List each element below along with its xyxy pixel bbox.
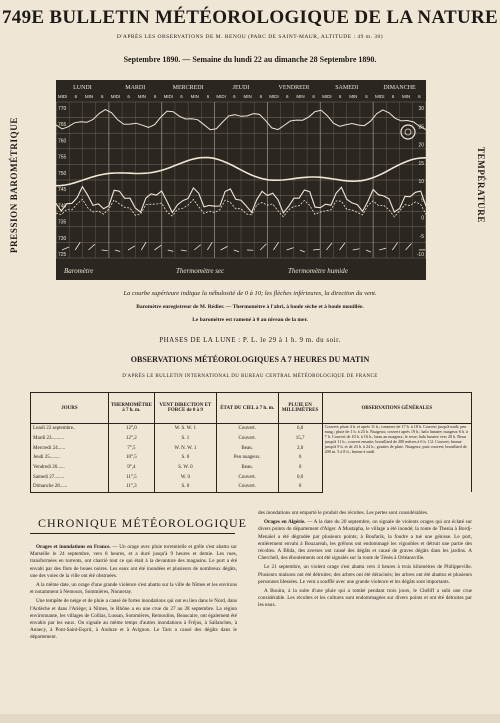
chronicle-paragraph bbox=[258, 519, 472, 562]
hour-label: MIN bbox=[349, 94, 358, 99]
header-rain: PLUIE EN MILLIMÈTRES bbox=[278, 393, 322, 424]
pressure-tick: 750 bbox=[58, 170, 67, 177]
row-temp: 12°,0 bbox=[108, 424, 154, 434]
row-rain: 0 bbox=[278, 453, 322, 463]
moon-phases: PHASES DE LA LUNE : P. L. le 29 à 1 h. 9 m. du soir. bbox=[159, 336, 341, 344]
pressure-tick: 735 bbox=[58, 219, 67, 226]
weather-chart bbox=[56, 80, 426, 280]
row-sky: Beau. bbox=[216, 443, 278, 453]
pressure-tick: 725 bbox=[58, 252, 67, 258]
observations-title: OBSERVATIONS MÉTÉOROLOGIQUES A 7 HEURES DU MATIN bbox=[130, 355, 370, 364]
row-day: Lundi 22 septembre.. bbox=[31, 424, 109, 434]
row-temp: 11°,5 bbox=[108, 472, 154, 482]
row-day: Jeudi 25........ bbox=[31, 453, 109, 463]
pressure-tick: 760 bbox=[58, 138, 67, 145]
row-temp: 12°,2 bbox=[108, 434, 154, 444]
hour-label: MIN bbox=[296, 94, 305, 99]
general-observations: Couvert; pluie 4 h. et après 11 h.; tonnerre de 17 h. à 18 h. Couvert jusqu'à midi; peu nuag.; pluie de 1 h. à 23 h. Nuageux; couvert après 19 h.; halo lunaire; nuageux 6 h. à 7 h. Couvert de 10 h. à 16 h.; beau au nuageux; le reste; halo lunaire vers 20 h. Beau jusqu'à 11 h.; couvert ensuite; brouillard de 200 mètres à 6 h. 1/2. Couvert; brume jusqu'à 9 h. et de 23 h. à 24 h.; gouttes de pluie. Nuageux; puis couvert; brouillard de 200 m. 5 à 8 h.; bruine à midi. bbox=[322, 424, 471, 493]
hour-label: 6 bbox=[206, 94, 210, 99]
hour-label: MIDI bbox=[216, 94, 226, 99]
table-header-row bbox=[31, 393, 472, 424]
table-row bbox=[31, 424, 472, 434]
chronicle-paragraph bbox=[30, 544, 237, 580]
pressure-tick: 755 bbox=[58, 154, 67, 161]
row-sky: Peu nuageux. bbox=[216, 453, 278, 463]
row-rain: 0 bbox=[278, 482, 322, 492]
chronicle-text: — A la date du 20 septembre, on signale de violents orages qui ont éclaté sur divers points du département d'Alger. A Mustapha, le village a été inondé; la route de Thenia à Bordj-Menaïel a été dégradée par plusieurs points; à Boufarik, la foudre a tué une génisse. Le port, entièrement envahi à Bouzareah, les grêlons ont endommagé les vignobles et détruit une partie des récoltes. A Blida, des averses ont causé des dégâts et causé de graves dégâts dans les jardins. A Cherchell, des éboulements ont été signalés sur la route de Ténès à Orléansville. bbox=[258, 519, 472, 562]
chart-caption-2: Baromètre enregistreur de M. Rédier. — Thermomètre à l'abri, à boule sèche et à boule mouillée. bbox=[136, 304, 364, 310]
hour-label: MIDI bbox=[57, 94, 68, 99]
page-subtitle: D'APRÈS LES OBSERVATIONS DE M. RENOU (PARC DE SAINT-MAUR, ALTITUDE : 49 m. 30) bbox=[116, 34, 384, 40]
hour-label: MIDI bbox=[110, 94, 121, 99]
day-label: LUNDI bbox=[73, 85, 92, 91]
temperature-tick: -10 bbox=[416, 252, 424, 258]
pressure-tick: 765 bbox=[58, 122, 67, 129]
row-rain: 2,0 bbox=[278, 443, 322, 453]
temperature-tick: 10 bbox=[418, 179, 424, 185]
hour-label: 6 bbox=[365, 94, 368, 99]
pressure-tick: 745 bbox=[58, 187, 67, 194]
hour-label: 6 bbox=[391, 94, 395, 99]
chronicle-lead: Orages en Algérie. bbox=[264, 519, 306, 526]
row-sky: Couvert. bbox=[216, 472, 278, 482]
header-sky: ÉTAT DU CIEL à 7 h. m. bbox=[216, 393, 278, 424]
temperature-tick: -5 bbox=[419, 233, 424, 240]
hour-label: 6 bbox=[312, 94, 315, 99]
row-sky: Couvert. bbox=[216, 424, 278, 434]
row-temp: 11°,3 bbox=[108, 482, 154, 492]
row-day: Vendredi 26...... bbox=[31, 463, 109, 473]
row-wind: S. 1 bbox=[154, 434, 216, 444]
legend-thermometer-wet: Thermomètre humide bbox=[288, 267, 348, 275]
hour-label: 6 bbox=[338, 94, 342, 99]
row-day: Dimanche 28...... bbox=[31, 482, 109, 492]
legend-thermometer-dry: Thermomètre sec bbox=[176, 267, 225, 275]
row-day: Mercredi 24...... bbox=[31, 443, 109, 453]
header-days: JOURS bbox=[31, 393, 109, 424]
row-temp: 7°,5 bbox=[108, 443, 154, 453]
temperature-tick: 30 bbox=[418, 106, 424, 112]
chronicle-paragraph: des inondations ont emporté le produit des récoltes. Les pertes sont considérables. bbox=[258, 510, 429, 516]
chronicle-rule bbox=[30, 533, 235, 534]
hour-label: 6 bbox=[259, 94, 263, 99]
hour-label: 6 bbox=[285, 94, 289, 99]
hour-label: MIN bbox=[190, 94, 199, 99]
hour-label: 6 bbox=[127, 94, 130, 99]
day-label: MARDI bbox=[125, 85, 146, 91]
hour-label: MIN bbox=[402, 94, 411, 99]
pressure-tick: 740 bbox=[58, 203, 67, 210]
row-day: Mardi 23.......... bbox=[31, 434, 109, 444]
chronicle-lead: Orages et inondations en France. bbox=[36, 544, 111, 550]
row-wind: S. 0 bbox=[154, 482, 216, 492]
row-rain: 15,7 bbox=[278, 434, 322, 444]
row-sky: Beau. bbox=[216, 463, 278, 473]
pressure-tick: 770 bbox=[58, 106, 67, 112]
day-label: DIMANCHE bbox=[383, 85, 416, 91]
observations-subtitle: D'APRÈS LE BULLETIN INTERNATIONAL DU BUREAU CENTRAL MÉTÉOROLOGIQUE DE FRANCE bbox=[122, 374, 378, 379]
legend-barometer: Baromètre bbox=[64, 267, 94, 275]
page-bottom-margin bbox=[0, 714, 500, 723]
day-label: VENDREDI bbox=[278, 85, 310, 91]
hour-label: 6 bbox=[100, 94, 104, 99]
chart-caption-1: La courbe supérieure indique la nébulosité de 0 à 10; les flèches inférieures, la direction du vent. bbox=[123, 290, 377, 297]
day-label: SAMEDI bbox=[335, 85, 359, 91]
temperature-tick: 5 bbox=[421, 197, 424, 204]
hour-label: MIN bbox=[137, 94, 147, 99]
row-rain: 0,0 bbox=[278, 472, 322, 482]
hour-label: MIDI bbox=[322, 94, 332, 99]
chronicle-title: CHRONIQUE MÉTÉOROLOGIQUE bbox=[38, 516, 247, 530]
row-sky: Couvert. bbox=[216, 482, 278, 492]
row-wind: W. S. W. 1 bbox=[154, 424, 216, 434]
temperature-axis-label: TEMPÉRATURE bbox=[476, 147, 486, 223]
temperature-tick: 0 bbox=[421, 215, 424, 222]
day-label: MERCREDI bbox=[172, 85, 204, 91]
day-label: JEUDI bbox=[232, 85, 250, 91]
observations-table bbox=[30, 392, 472, 493]
header-general: OBSERVATIONS GÉNÉRALES bbox=[322, 393, 471, 424]
row-temp: 10°,5 bbox=[108, 453, 154, 463]
pressure-tick: 730 bbox=[58, 235, 67, 242]
temperature-tick: 25 bbox=[418, 124, 424, 131]
chronicle-paragraph: A Bouira, à la suite d'une pluie qui a tombé pendant trois jours, le Chéliff a subi une crue considérable. Les récoltes et les cultures sont endommagées sur divers points et ont été détruites par les eaux. bbox=[258, 588, 472, 609]
temperature-tick: 15 bbox=[418, 160, 424, 167]
pressure-axis-label: PRESSION BAROMÉTRIQUE bbox=[9, 117, 19, 253]
row-day: Samedi 27........ bbox=[31, 472, 109, 482]
hour-label: 6 bbox=[180, 94, 183, 99]
hour-label: 6 bbox=[418, 94, 421, 99]
chronicle-right-column bbox=[258, 510, 472, 612]
hour-label: MIDI bbox=[375, 94, 385, 99]
temperature-tick: 20 bbox=[418, 142, 424, 149]
chronicle-text: — Un orage avec pluie torrentielle et grêle s'est abattu sur Marseille le 24 septembre, vers 8 heures, et a duré jusqu'à 9 heures et demie. Les rues, transformées en torrents, ont charrié tout ce qui était à la devanture des magasins. Le port a été envahi par des flots de boues noires. Les eaux ont été inondées et plusieurs de nombreux dégâts, une des voies de la ville ont été obstruées. bbox=[30, 544, 237, 579]
header-thermometer: THERMOMÈTRE à 7 h. m. bbox=[108, 393, 154, 424]
chronicle-paragraph: Le 21 septembre, un violent orage s'est abattu vers 4 heures à trois kilomètres de Philippeville. Plusieurs maisons ont été détruites; des arbres ont été déracinés; les arbres ont été abattus et plusieurs personnes blessées. Le vent a soufflé avec une grande violence et les dégâts sont importants. bbox=[258, 564, 472, 585]
row-wind: S. W. 0 bbox=[154, 463, 216, 473]
row-wind: W. 0 bbox=[154, 472, 216, 482]
chronicle-paragraph: Une tempête de neige et de pluie a causé de fortes inondations qui ont eu lieu dans le Nord, dans l'Ardèche et dans l'Ariège; à Nîmes, le Rhône a eu une crue du 27 au 28 septembre. La région environnante, les villages de Collias, Lussan, Sommières, Remoulins, Beaucaire, ont également été envahis par les eaux. On signale au même temps d'autres inondations à Fréjus, à Sallanches, à Annecy, à Pont-Saint-Esprit, à Anduze et à Avignon. Le Tarn a causé des dégâts dans le département. bbox=[30, 598, 237, 641]
row-rain: 6,0 bbox=[278, 424, 322, 434]
row-wind: W. N. W. 1 bbox=[154, 443, 216, 453]
hour-label: MIN bbox=[84, 94, 94, 99]
hour-label: 6 bbox=[74, 94, 78, 99]
chronicle-left-column bbox=[30, 544, 237, 644]
chronicle-paragraph: A la même date, un orage d'une grande violence s'est abattu sur la ville de Nîmes et les environs et notamment à Nemours, Sommières, Nonneray. bbox=[30, 582, 237, 596]
hour-label: 6 bbox=[233, 94, 236, 99]
row-sky: Couvert. bbox=[216, 434, 278, 444]
chart-caption-3: Le baromètre est ramené à 0 au niveau de la mer. bbox=[192, 317, 308, 323]
hour-label: MIDI bbox=[163, 94, 174, 99]
week-heading: Septembre 1890. — Semaine du lundi 22 au dimanche 28 Septembre 1890. bbox=[123, 55, 377, 64]
hour-label: 6 bbox=[153, 94, 157, 99]
header-wind: VENT DIRECTION ET FORCE de 0 à 9 bbox=[154, 393, 216, 424]
row-temp: 9°,4 bbox=[108, 463, 154, 473]
page-title: 749E BULLETIN MÉTÉOROLOGIQUE DE LA NATURE bbox=[1, 7, 498, 28]
hour-label: MIDI bbox=[269, 94, 279, 99]
row-rain: 0 bbox=[278, 463, 322, 473]
row-wind: S. 0 bbox=[154, 453, 216, 463]
hour-label: MIN bbox=[243, 94, 252, 99]
